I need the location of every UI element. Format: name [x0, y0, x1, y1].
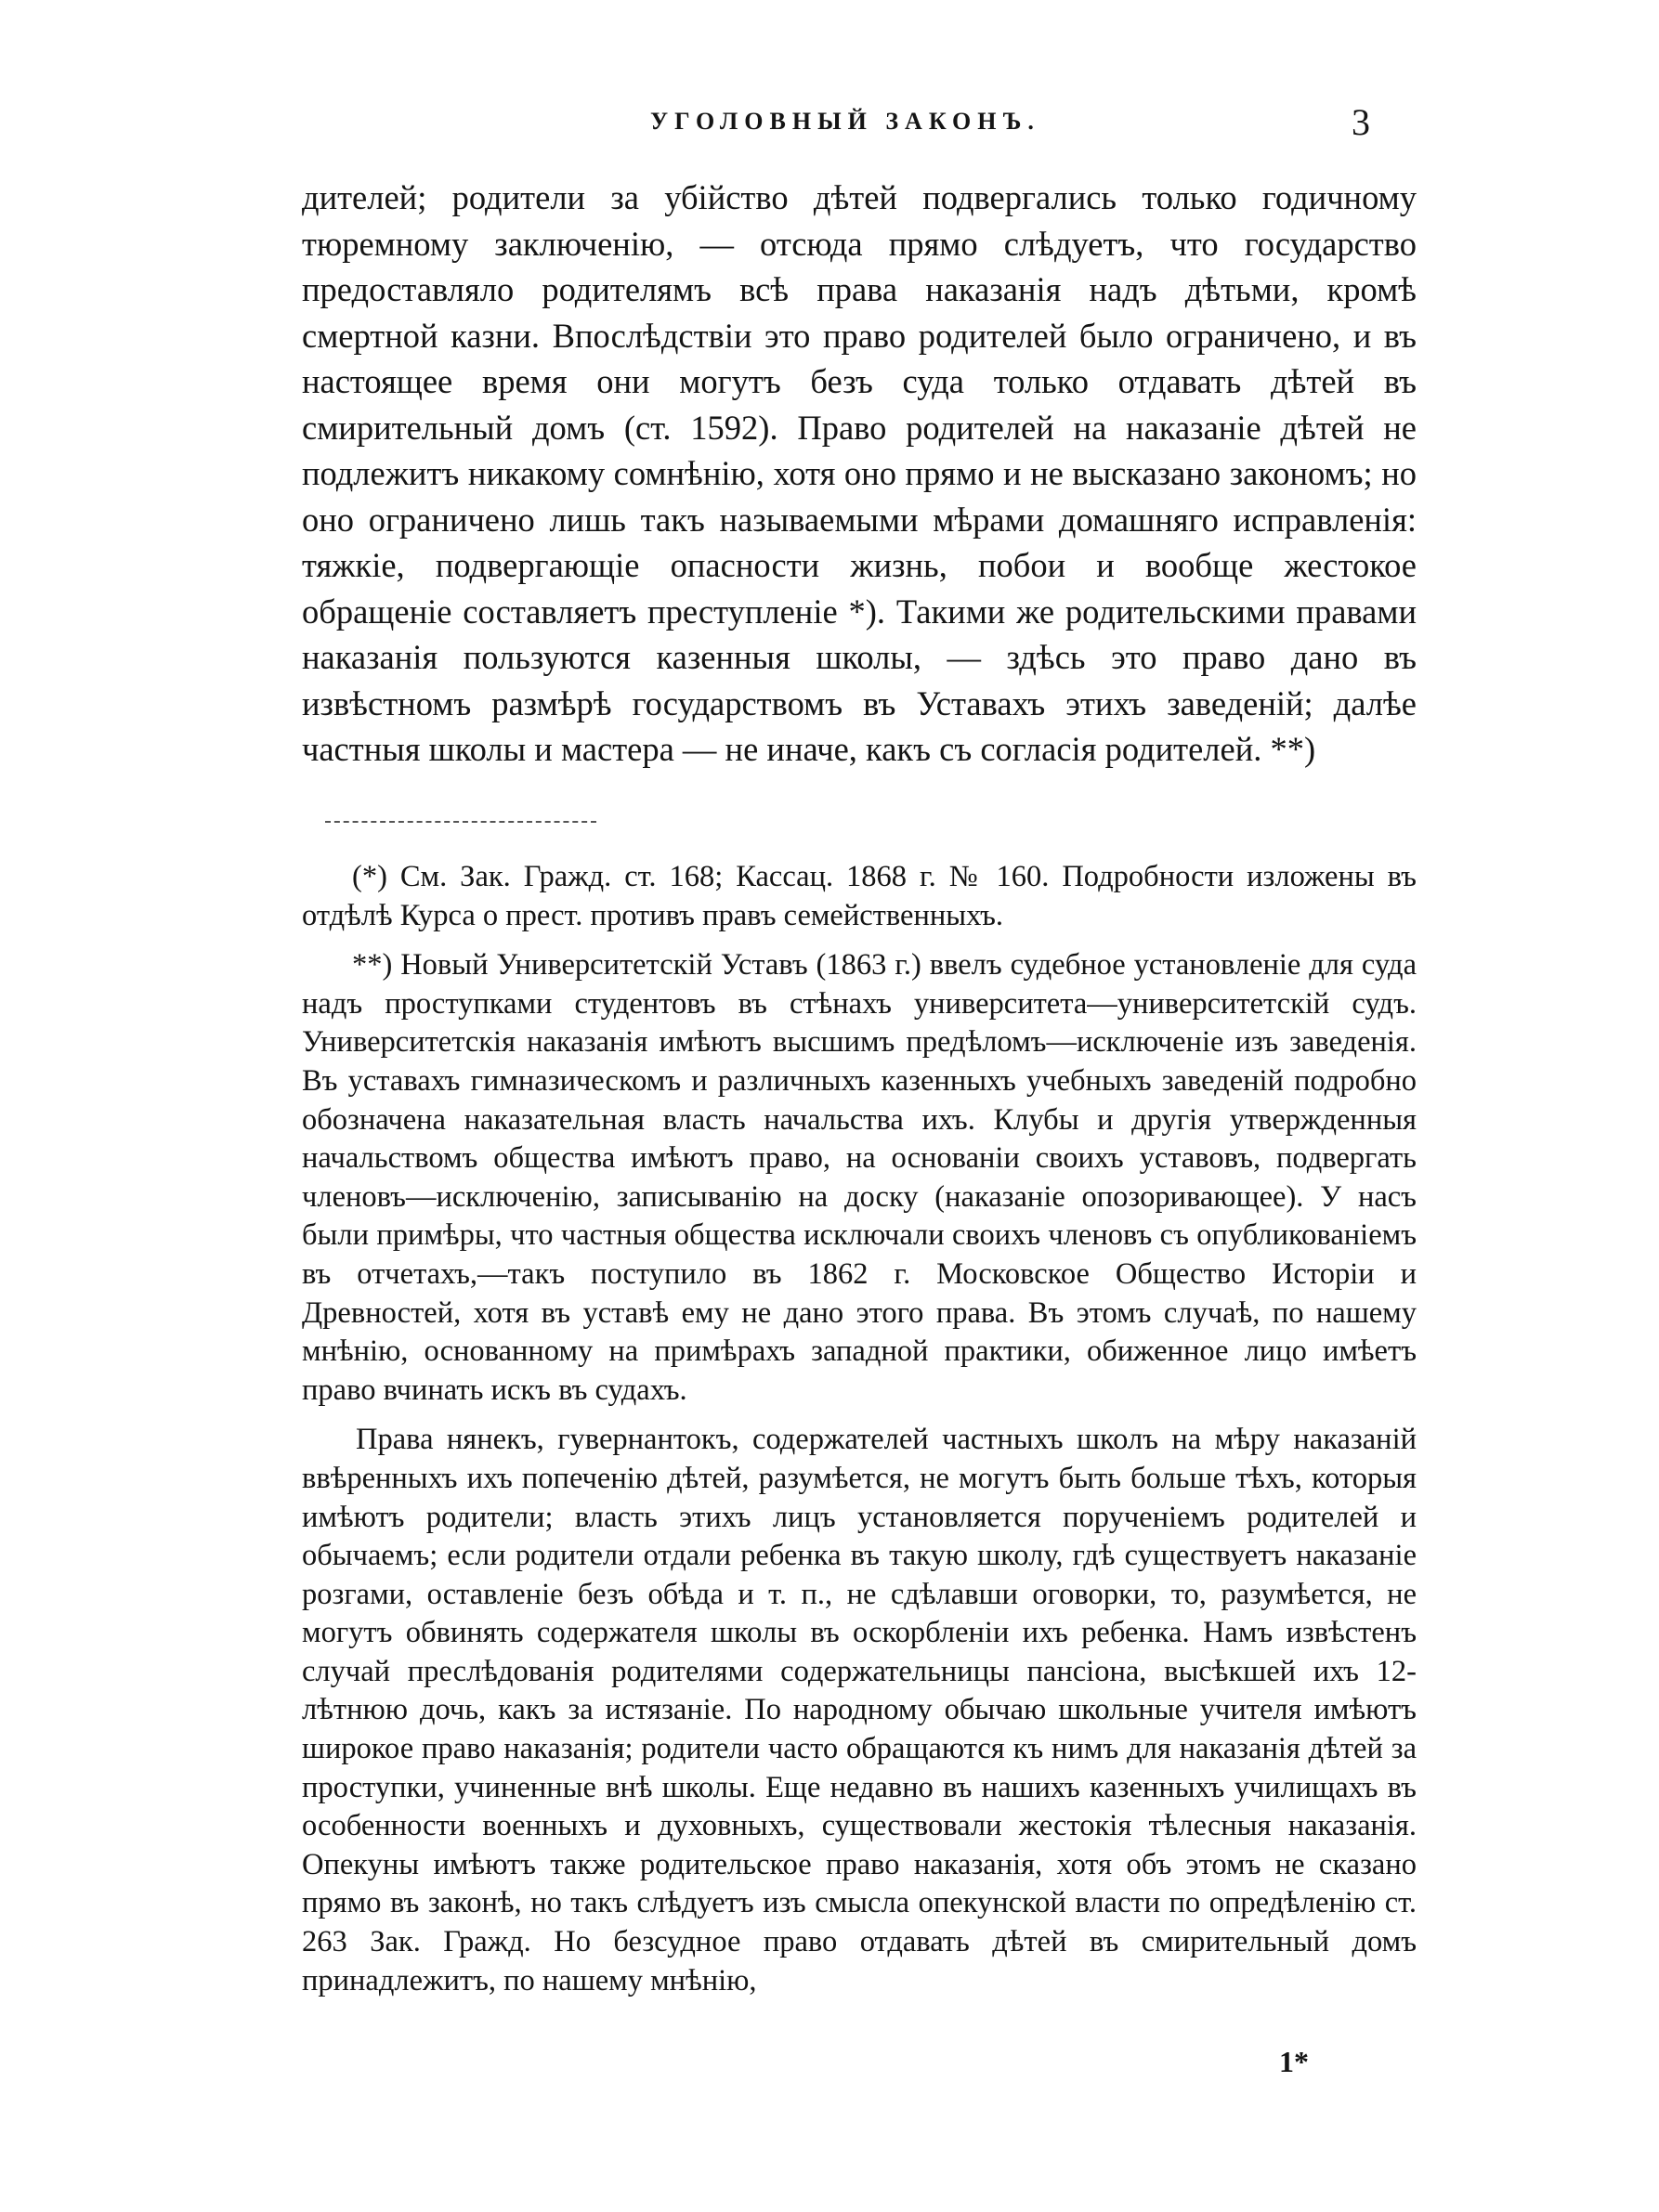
- page-number: 3: [1352, 101, 1370, 143]
- running-head: [0, 100, 1659, 147]
- printer-signature-mark: 1*: [1279, 2045, 1309, 2078]
- running-title: УГОЛОВНЫЙ ЗАКОНЪ.: [650, 108, 1040, 135]
- footnote-separator: [325, 821, 596, 823]
- footnote-1: (*) См. Зак. Гражд. ст. 168; Кассац. 1868 г. № 160. Подробности изложены въ отдѣлѣ Курса о прест. противъ правъ семейственныхъ.: [302, 860, 1417, 932]
- footnote-2-continuation: Права нянекъ, гувернантокъ, содержателей частныхъ школъ на мѣру наказаній ввѣренныхъ ихъ попеченію дѣтей, разумѣется, не могутъ быть больше тѣхъ, которыя имѣютъ родители; власть этихъ лицъ установляется порученіемъ родителей и обычаемъ; если родители отдали ребенка въ такую школу, гдѣ существуетъ наказаніе розгами, оставленіе безъ обѣда и т. п., не сдѣлавши оговорки, то, разумѣется, не могутъ обвинять содержателя школы въ оскорбленіи ихъ ребенка. Намъ извѣстенъ случай преслѣдованія родителями содержательницы пансіона, высѣкшей ихъ 12-лѣтнюю дочь, какъ за истязаніе. По народному обычаю школьные учителя имѣютъ широкое право наказанія; родители часто обращаются къ нимъ для наказанія дѣтей за проступки, учиненные внѣ школы. Еще недавно въ нашихъ казенныхъ училищахъ въ особенности военныхъ и духовныхъ, существовали жестокія тѣлесныя наказанія. Опекуны имѣютъ также родительское право наказанія, хотя объ этомъ не сказано прямо въ законѣ, но такъ слѣдуетъ изъ смысла опекунской власти по опредѣленію ст. 263 Зак. Гражд. Но безсудное право отдавать дѣтей въ смирительный домъ принадлежитъ, по нашему мнѣнію,: [302, 1423, 1417, 1997]
- main-paragraph: дителей; родители за убійство дѣтей подвергались только годичному тюремному заключенію, — отсюда прямо слѣдуетъ, что государство предоставляло родителямъ всѣ права наказанія надъ дѣтьми, кромѣ смертной казни. Впослѣдствіи это право родителей было ограничено, и въ настоящее время они могутъ безъ суда только отдавать дѣтей въ смирительный домъ (ст. 1592). Право родителей на наказаніе дѣтей не подлежитъ никакому сомнѣнію, хотя оно прямо и не высказано закономъ; но оно ограничено лишь такъ называемыми мѣрами домашняго исправленія: тяжкіе, подвергающіе опасности жизнь, побои и вообще жестокое обращеніе составляетъ преступленіе *). Такими же родительскими правами наказанія пользуются казенныя школы, — здѣсь это право дано въ извѣстномъ размѣрѣ государствомъ въ Уставахъ этихъ заведеній; далѣе частныя школы и мастера — не иначе, какъ съ согласія родителей. **): [302, 178, 1417, 768]
- footnotes: [302, 858, 1417, 2000]
- main-text: [302, 175, 1417, 773]
- footnote-2: **) Новый Университетскій Уставъ (1863 г.) ввелъ судебное установленіе для суда надъ проступками студентовъ въ стѣнахъ университета—университетскій судъ. Университетскія наказанія имѣютъ высшимъ предѣломъ—исключеніе изъ заведенія. Въ уставахъ гимназическомъ и различныхъ казенныхъ учебныхъ заведеній подробно обозначена наказательная власть начальства ихъ. Клубы и другія утвержденныя начальствомъ общества имѣютъ право, на основаніи своихъ уставовъ, подвергать членовъ—исключенію, записыванію на доску (наказаніе опозоривающее). У насъ были примѣры, что частныя общества исключали своихъ членовъ съ опубликованіемъ въ отчетахъ,—такъ поступило въ 1862 г. Московское Общество Исторіи и Древностей, хотя въ уставѣ ему не дано этого права. Въ этомъ случаѣ, по нашему мнѣнію, основанному на примѣрахъ западной практики, обиженное лицо имѣетъ право вчинать искъ въ судахъ.: [302, 948, 1417, 1407]
